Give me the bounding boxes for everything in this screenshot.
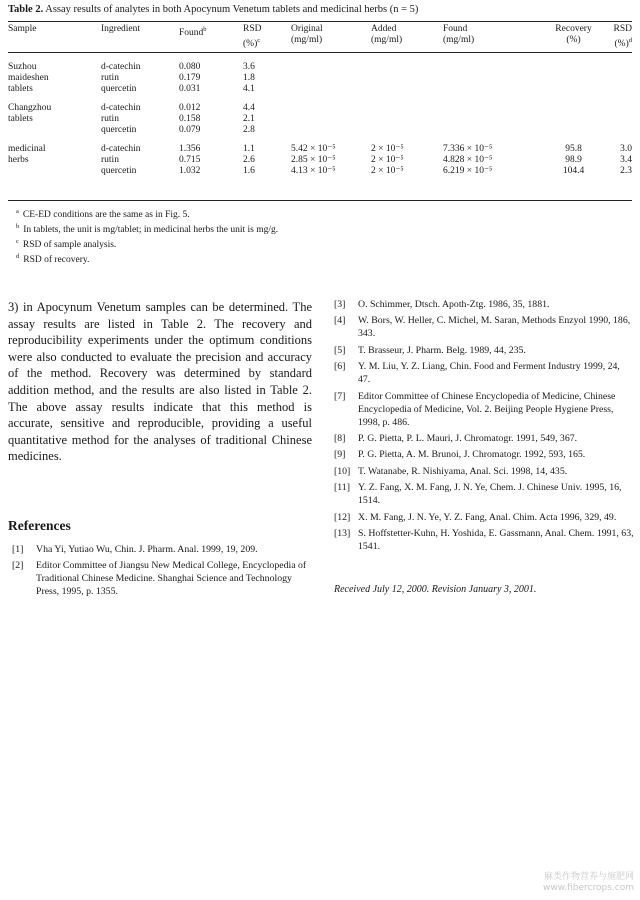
cell-found: 0.079 [179,125,201,135]
cell-added [371,103,443,114]
reference-item: [1] Vha Yi, Yutiao Wu, Chin. J. Pharm. Anal. 1999, 19, 209. [12,544,258,555]
reference-item: [6] Y. M. Liu, Y. Z. Liang, Chin. Food and Ferment Industry 1999, 24, 47. [334,361,620,386]
reference-item: [10] T. Watanabe, R. Nishiyama, Anal. Sci. 1998, 14, 435. [334,465,568,477]
column-header: Original (mg/ml) [291,24,323,45]
cell-added: 2 × 10⁻⁵ [371,144,404,154]
column-header: Found (mg/ml) [443,24,475,45]
cell-sample [8,166,101,177]
cell-original [291,103,371,114]
table-row [8,114,632,125]
cell-found2: 4.828 × 10⁻⁵ [443,155,493,165]
table-row [8,62,632,73]
cell-recovery: 95.8 [565,144,582,154]
cell-original [291,125,371,136]
body-paragraph: 3) in Apocynum Venetum samples can be determined. The assay results are listed in Table 2. The recovery and reproducibility experiments under the optimum conditions were also conducted to evaluate the precision and accuracy of the method. Recovery was determined by standard addition method, and the results are also listed in Table 2. The above assay results indicate that this method is accurate, sensitive and reproducible, providing a useful quantitative method for the analyses of traditional Chinese medicines. [8,300,312,464]
cell-recovery [537,125,610,136]
cell-recovery [537,103,610,114]
table-caption-text: Assay results of analytes in both Apocynum Venetum tablets and medicinal herbs (n = 5) [45,4,419,15]
references-left-column [12,543,312,602]
table-row [8,125,632,136]
cell-rsd2: 3.4 [620,155,632,165]
cell-found: 0.715 [179,155,201,165]
column-header: Recovery (%) [555,24,592,45]
cell-sample: Suzhou [8,62,37,72]
received-date: Received July 12, 2000. Revision January 3, 2001. [334,584,537,595]
reference-item: [3] O. Schimmer, Dtsch. Apoth-Ztg. 1986, 35, 1881. [334,299,550,310]
cell-ingredient: quercetin [101,84,137,94]
cell-ingredient: d-catechin [101,103,141,113]
cell-sample: tablets [8,114,33,124]
reference-item: [2] Editor Committee of Jiangsu New Medical College, Encyclopedia of Traditional Chinese Medicine. Shanghai Science and Technology Press, 1995, p. 1355. [12,560,307,598]
cell-rsd2 [610,114,632,125]
table-footnotes [16,206,278,267]
cell-rsd2 [610,103,632,114]
table-top-rule [8,21,632,22]
cell-found: 0.012 [179,103,201,113]
column-header: Added (mg/ml) [371,24,403,45]
cell-sample: maideshen [8,73,49,83]
cell-sample [8,125,101,136]
assay-results-table [8,24,632,177]
cell-found2 [443,62,537,73]
watermark [543,872,634,894]
cell-found2 [443,125,537,136]
reference-item: [5] T. Brasseur, J. Pharm. Belg. 1989, 44, 235. [334,344,526,356]
cell-original: 4.13 × 10⁻⁵ [291,166,336,176]
cell-rsd2: 3.0 [620,144,632,154]
table-bottom-rule [8,200,632,201]
cell-rsd: 2.8 [243,125,255,135]
cell-sample: Changzhou [8,103,52,113]
cell-ingredient: rutin [101,73,119,83]
reference-item: [7] Editor Committee of Chinese Encyclopedia of Medicine, Chinese Encyclopedia of Medicine, Vol. 2. Beijing People Hygiene Press, 1998, p. 486. [334,390,616,428]
table-row [8,144,632,155]
cell-rsd: 2.6 [243,155,255,165]
cell-found2: 7.336 × 10⁻⁵ [443,144,493,154]
cell-rsd2 [610,84,632,95]
cell-rsd: 1.1 [243,144,255,154]
table-row [8,155,632,166]
references-right-column [334,298,634,556]
table-row [8,166,632,177]
cell-sample: herbs [8,155,29,165]
cell-ingredient: rutin [101,114,119,124]
table-caption [8,4,418,15]
column-header: Ingredient [101,24,141,34]
table-row [8,73,632,84]
cell-found2 [443,73,537,84]
cell-original [291,62,371,73]
cell-original [291,114,371,125]
cell-added: 2 × 10⁻⁵ [371,166,404,176]
cell-original: 5.42 × 10⁻⁵ [291,144,336,154]
cell-original [291,84,371,95]
column-header: Found$^b$ [179,26,207,39]
cell-added [371,114,443,125]
cell-rsd: 4.4 [243,103,255,113]
table-caption-label: Table 2. [8,4,44,15]
column-header: Sample [8,24,37,34]
cell-ingredient: quercetin [101,125,137,135]
cell-rsd: 3.6 [243,62,255,72]
cell-found: 0.031 [179,84,201,94]
cell-found: 0.080 [179,62,201,72]
cell-rsd: 2.1 [243,114,255,124]
cell-sample: tablets [8,84,33,94]
footnote: $^b$ In tablets, the unit is mg/tablet; in medicinal herbs the unit is mg/g. [16,223,279,236]
reference-item: [11] Y. Z. Fang, X. M. Fang, J. N. Ye, Chem. J. Chinese Univ. 1995, 16, 1514. [334,482,622,507]
cell-original [291,73,371,84]
footnote: $^a$ CE-ED conditions are the same as in Fig. 5. [16,208,190,221]
cell-sample: medicinal [8,144,46,154]
table-row [8,84,632,95]
cell-added [371,73,443,84]
cell-added [371,125,443,136]
table-row [8,103,632,114]
reference-item: [8] P. G. Pietta, P. L. Mauri, J. Chromatogr. 1991, 549, 367. [334,432,578,444]
cell-ingredient: rutin [101,155,119,165]
cell-added: 2 × 10⁻⁵ [371,155,404,165]
cell-recovery: 104.4 [562,166,585,176]
reference-item: [12] X. M. Fang, J. N. Ye, Y. Z. Fang, Anal. Chim. Acta 1996, 329, 49. [334,511,617,523]
cell-found2 [443,114,537,125]
reference-item: [9] P. G. Pietta, A. M. Brunoi, J. Chromatogr. 1992, 593, 165. [334,449,586,461]
cell-ingredient: quercetin [101,166,137,176]
cell-found: 0.179 [179,73,201,83]
cell-rsd: 1.8 [243,73,255,83]
column-header: RSD (%)$^d$ [613,24,632,50]
reference-item: [4] W. Bors, W. Heller, C. Michel, M. Saran, Methods Enzyol 1990, 186, 343. [334,315,631,340]
cell-recovery [537,114,610,125]
reference-item: [13] S. Hoffstetter-Kuhn, H. Yoshida, E. Gassmann, Anal. Chem. 1991, 63, 1541. [334,527,634,552]
cell-recovery [537,73,610,84]
cell-rsd2: 2.3 [620,166,632,176]
cell-found: 0.158 [179,114,201,124]
column-header: RSD (%)$^c$ [243,24,262,50]
cell-found: 1.032 [179,166,201,176]
cell-rsd2 [610,125,632,136]
cell-recovery [537,62,610,73]
cell-added [371,62,443,73]
cell-added [371,84,443,95]
watermark-line-2: www.fibercrops.com [543,883,634,893]
cell-ingredient: d-catechin [101,144,141,154]
cell-found2 [443,103,537,114]
cell-found: 1.356 [179,144,201,154]
cell-found2 [443,84,537,95]
cell-rsd2 [610,73,632,84]
watermark-line-1: 麻类作物营养与施肥网 [543,872,634,882]
cell-rsd2 [610,62,632,73]
cell-rsd: 4.1 [243,84,255,94]
cell-recovery [537,84,610,95]
cell-rsd: 1.6 [243,166,255,176]
footnote: $^d$ RSD of recovery. [16,253,90,266]
references-heading: References [8,518,71,533]
cell-recovery: 98.9 [565,155,582,165]
cell-original: 2.85 × 10⁻⁵ [291,155,336,165]
cell-found2: 6.219 × 10⁻⁵ [443,166,493,176]
cell-ingredient: d-catechin [101,62,141,72]
footnote: $^c$ RSD of sample analysis. [16,238,117,251]
